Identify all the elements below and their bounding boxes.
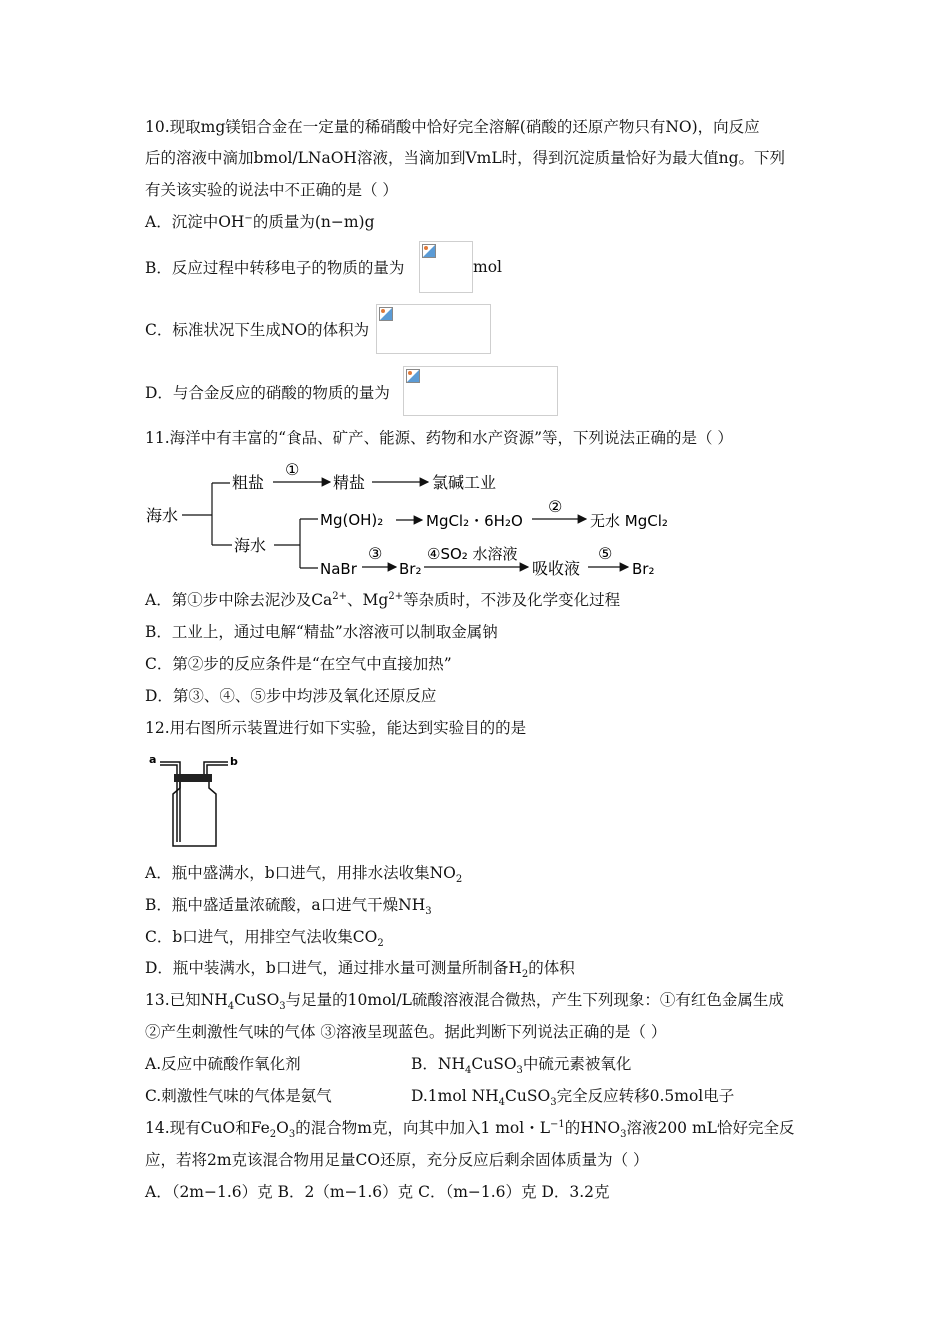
diagram-mgoh2: Mg(OH)₂ (320, 511, 384, 529)
q13-option-d-mid: CuSO (505, 1087, 551, 1105)
q13-option-b-pre: B．NH (411, 1055, 465, 1073)
q13-option-a: A.反应中硫酸作氧化剂 (145, 1055, 301, 1073)
q13-line1-sub: 4 (227, 1001, 235, 1013)
q13-line2: ②产生刺激性气味的气体 ③溶液呈现蓝色。据此判断下列说法正确的是（ ） (145, 1023, 667, 1041)
q13-line1-mid: CuSO (234, 991, 280, 1009)
q13-line1-post: 与足量的10mol/L硫酸溶液混合微热，产生下列现象：①有红色金属生成 (285, 991, 784, 1009)
q12-option-a-sub: 2 (455, 874, 463, 886)
q10-line1: 10.现取mg镁铝合金在一定量的稀硝酸中恰好完全溶解(硝酸的还原产物只有NO)，向反应 (145, 118, 760, 136)
q13-option-c: C.刺激性气味的气体是氨气 (145, 1087, 332, 1105)
diagram-seawater-2: 海水 (234, 536, 267, 555)
seawater-process-diagram (140, 455, 700, 585)
q10-line3: 有关该实验的说法中不正确的是（ ） (145, 181, 398, 199)
q11-option-a-sup1: 2+ (332, 590, 348, 602)
q12-option-c (145, 927, 384, 950)
q10-option-d: D．与合金反应的硝酸的物质的量为 (145, 384, 390, 402)
diagram-step1: ① (285, 460, 300, 479)
diagram-absorbent: 吸收液 (532, 559, 581, 578)
q12-option-d-post: 的体积 (528, 959, 575, 977)
q14-line2: 应，若将2m克该混合物用足量CO还原，充分反应后剩余固体质量为（ ） (145, 1151, 649, 1169)
q13-option-d-post: 完全反应转移0.5mol电子 (556, 1087, 735, 1105)
q13-line1 (145, 990, 784, 1013)
q13-option-d (411, 1086, 735, 1109)
q10-option-a-pre: A．沉淀中OH (145, 213, 245, 231)
q10-option-b-unit: mol (473, 258, 502, 276)
formula-image-b (419, 241, 473, 293)
diagram-nabr: NaBr (320, 560, 357, 578)
q11-option-b: B．工业上，通过电解“精盐”水溶液可以制取金属钠 (145, 623, 498, 641)
q13-option-d-sub: 4 (498, 1097, 506, 1109)
q12-option-d-pre: D．瓶中装满水，b口进气，通过排水量可测量所制备H (145, 959, 522, 977)
q12-option-a (145, 863, 463, 886)
q13-option-b-sub2: 3 (516, 1065, 523, 1077)
q12-option-b-sub: 3 (425, 906, 432, 918)
q14-line1 (145, 1118, 795, 1141)
q14-line1-mid: O (276, 1119, 289, 1137)
formula-image-c (376, 304, 491, 354)
q12-option-c-sub: 2 (377, 938, 384, 950)
q10-line2: 后的溶液中滴加bmol/LNaOH溶液，当滴加到VmL时，得到沉淀质量恰好为最大值ng。下列 (145, 149, 786, 167)
port-label-a: a (149, 753, 157, 766)
q14-line1-sup: −1 (550, 1118, 565, 1130)
q11-option-a-post: 等杂质时，不涉及化学变化过程 (403, 591, 621, 609)
q14-line1-post: 溶液200 mL恰好完全反 (626, 1119, 795, 1137)
q13-line1-sub2: 3 (279, 1001, 286, 1013)
q13-option-d-sub2: 3 (550, 1097, 557, 1109)
q12-option-d-sub: 2 (521, 969, 529, 981)
q14-line1-sub: 2 (269, 1129, 277, 1141)
q13-option-b-post: 中硫元素被氧化 (522, 1055, 632, 1073)
q14-options: A．（2m−1.6）克 B．2（m−1.6）克 C．（m−1.6）克 D．3.2克 (145, 1183, 610, 1201)
q12-stem: 12.用右图所示装置进行如下实验，能达到实验目的的是 (145, 719, 527, 737)
q10-option-b: B．反应过程中转移电子的物质的量为 (145, 259, 405, 277)
q13-option-b-sub: 4 (464, 1065, 472, 1077)
q14-line1-sub3: 3 (620, 1129, 627, 1141)
diagram-step4: ④SO₂ 水溶液 (427, 545, 518, 563)
q12-option-b-pre: B．瓶中盛适量浓硫酸，a口进气干燥NH (145, 896, 426, 914)
diagram-step2: ② (548, 497, 563, 516)
diagram-br2-a: Br₂ (399, 560, 422, 578)
q10-option-a-sup: − (244, 212, 253, 224)
q11-option-c: C．第②步的反应条件是“在空气中直接加热” (145, 655, 452, 673)
q12-option-c-pre: C．b口进气，用排空气法收集CO (145, 928, 378, 946)
diagram-crude-salt: 粗盐 (232, 473, 265, 492)
diagram-step5: ⑤ (598, 544, 613, 563)
q14-line1-mid3: 的HNO (564, 1119, 621, 1137)
diagram-mgcl2-hydrate: MgCl₂・6H₂O (426, 512, 523, 530)
q10-option-a (145, 212, 375, 232)
broken-image-icon (406, 369, 420, 383)
q13-line1-pre: 13.已知NH (145, 991, 228, 1009)
q12-option-a-pre: A．瓶中盛满水，b口进气，用排水法收集NO (145, 864, 456, 882)
diagram-seawater: 海水 (146, 506, 179, 525)
q11-option-d: D．第③、④、⑤步中均涉及氧化还原反应 (145, 687, 437, 705)
q14-line1-sub2: 3 (288, 1129, 296, 1141)
q13-option-b-mid: CuSO (471, 1055, 517, 1073)
q13-option-b (411, 1054, 632, 1077)
q13-option-d-pre: D.1mol NH (411, 1087, 499, 1105)
port-label-b: b (230, 755, 238, 768)
q10-option-c: C．标准状况下生成NO的体积为 (145, 321, 370, 339)
diagram-refined-salt: 精盐 (333, 473, 366, 492)
q12-option-b (145, 895, 432, 918)
diagram-step3: ③ (368, 544, 383, 563)
broken-image-icon (422, 244, 436, 258)
q10-option-a-post: 的质量为(n−m)g (252, 213, 375, 231)
diagram-anhydrous-mgcl2: 无水 MgCl₂ (590, 512, 668, 530)
stopper (174, 774, 212, 782)
diagram-chlor-alkali: 氯碱工业 (432, 473, 497, 492)
q11-option-a-sup2: 2+ (388, 590, 404, 602)
diagram-br2-b: Br₂ (632, 560, 655, 578)
q14-line1-mid2: 的混合物m克，向其中加入1 mol・L (295, 1119, 551, 1137)
q14-line1-pre: 14.现有CuO和Fe (145, 1119, 270, 1137)
formula-image-d (403, 366, 558, 416)
q11-option-a-mid: 、Mg (347, 591, 389, 609)
q12-option-d (145, 958, 575, 981)
broken-image-icon (379, 307, 393, 321)
gas-bottle-apparatus (146, 752, 246, 852)
q11-option-a (145, 590, 620, 610)
q11-stem: 11.海洋中有丰富的“食品、矿产、能源、药物和水产资源”等，下列说法正确的是（ ） (145, 429, 733, 447)
q11-option-a-pre: A．第①步中除去泥沙及Ca (145, 591, 333, 609)
